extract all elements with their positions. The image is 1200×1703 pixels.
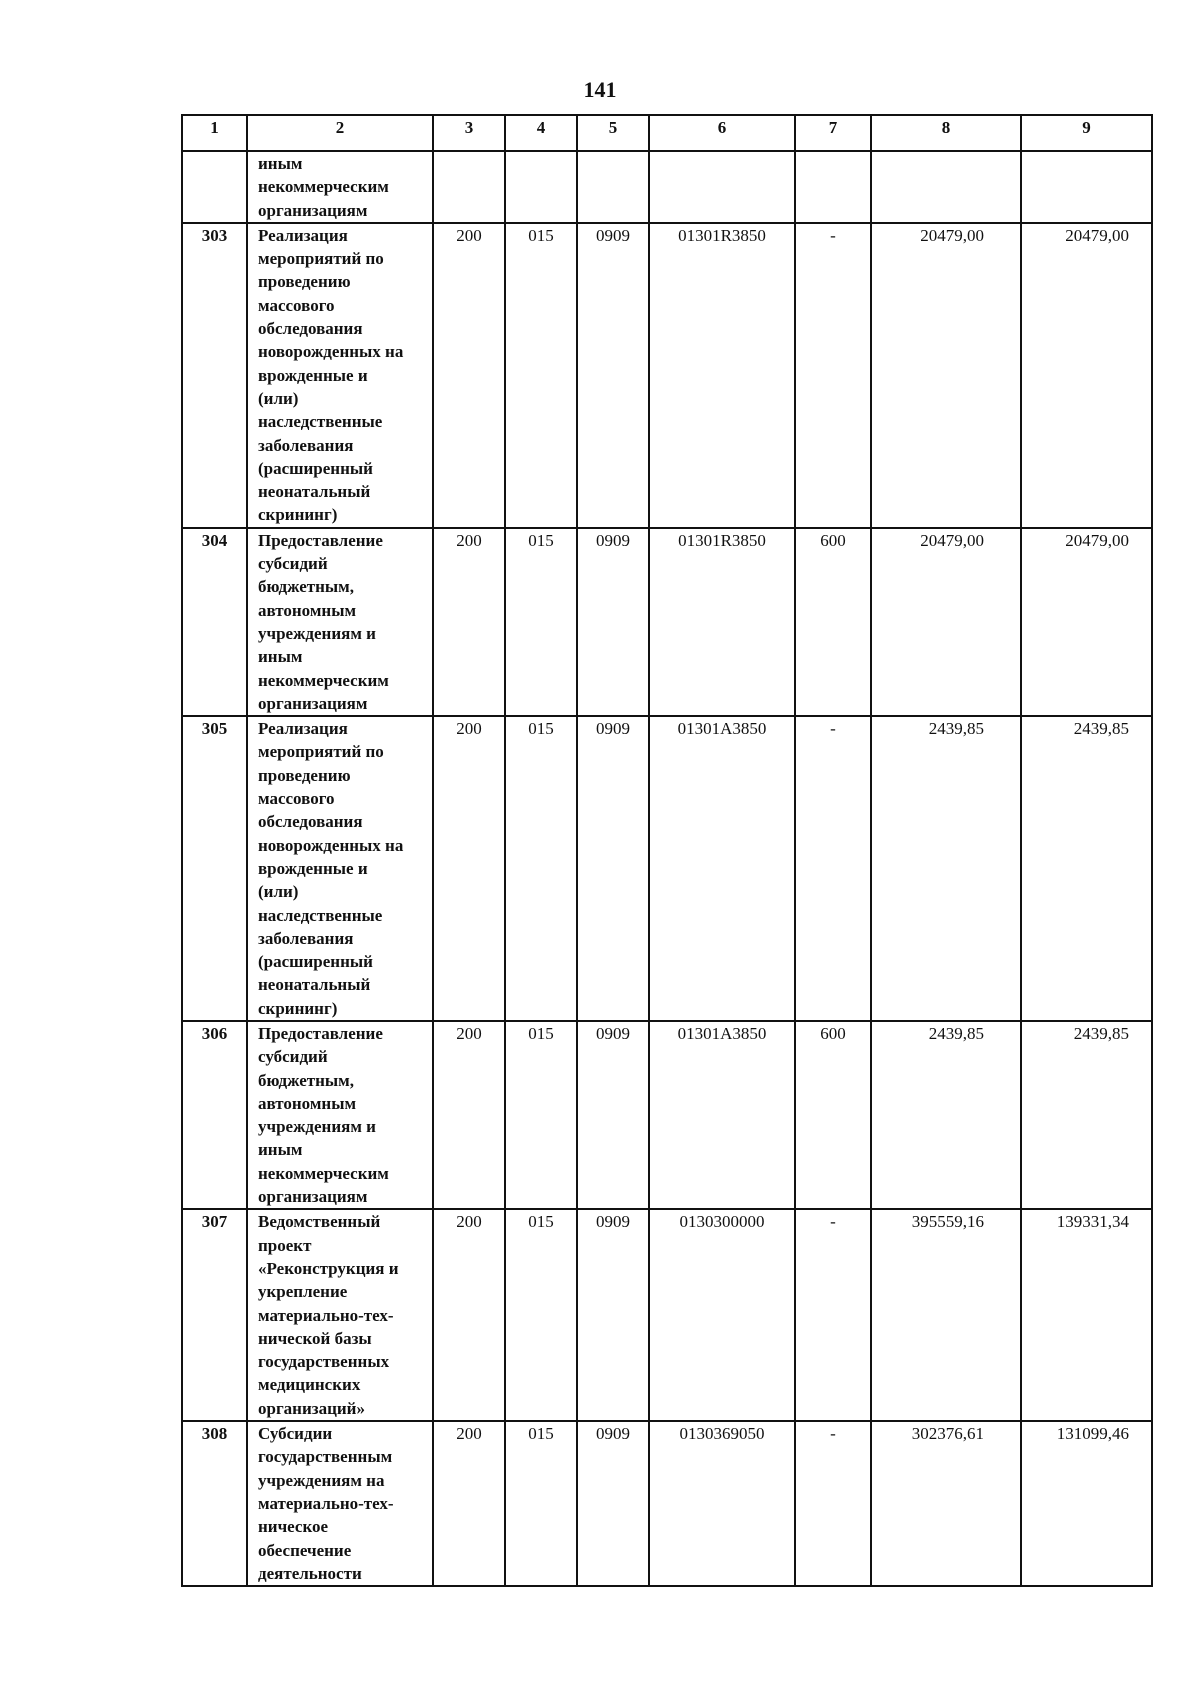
table-row xyxy=(182,1421,1152,1586)
cell-code-3: 200 xyxy=(433,716,505,1021)
cell-code-4: 015 xyxy=(505,1021,577,1209)
cell-code-3: 200 xyxy=(433,223,505,528)
cell-code-5: 0909 xyxy=(577,1021,649,1209)
cell-code-5: 0909 xyxy=(577,528,649,716)
cell-amount-8: 20479,00 xyxy=(871,223,1021,528)
cell-code-3: 200 xyxy=(433,528,505,716)
column-header-4: 4 xyxy=(505,115,577,151)
table-row xyxy=(182,716,1152,1021)
cell-code-4 xyxy=(505,151,577,223)
cell-row-number: 308 xyxy=(182,1421,247,1586)
cell-amount-8 xyxy=(871,151,1021,223)
column-header-5: 5 xyxy=(577,115,649,151)
cell-code-4: 015 xyxy=(505,1209,577,1421)
cell-amount-9: 131099,46 xyxy=(1021,1421,1152,1586)
cell-expense-type: - xyxy=(795,1421,871,1586)
column-header-7: 7 xyxy=(795,115,871,151)
table-row xyxy=(182,223,1152,528)
cell-item-name: Реализация мероприятий по проведению массового обследования новорожденных на врожденные и (или) наследственные заболевания (расширенный неонатальный скрининг) xyxy=(247,716,433,1021)
cell-row-number: 304 xyxy=(182,528,247,716)
table-row xyxy=(182,151,1152,223)
cell-target-code: 01301A3850 xyxy=(649,1021,795,1209)
cell-amount-9: 139331,34 xyxy=(1021,1209,1152,1421)
column-header-3: 3 xyxy=(433,115,505,151)
cell-amount-9: 20479,00 xyxy=(1021,223,1152,528)
header-row xyxy=(182,115,1152,151)
cell-code-5: 0909 xyxy=(577,1421,649,1586)
cell-row-number: 303 xyxy=(182,223,247,528)
cell-expense-type: - xyxy=(795,716,871,1021)
cell-target-code: 0130369050 xyxy=(649,1421,795,1586)
cell-expense-type: - xyxy=(795,223,871,528)
cell-amount-8: 395559,16 xyxy=(871,1209,1021,1421)
cell-item-name: иным некоммерческим организациям xyxy=(247,151,433,223)
cell-item-name: Предоставление субсидий бюджетным, автономным учреждениям и иным некоммерческим организациям xyxy=(247,1021,433,1209)
column-header-9: 9 xyxy=(1021,115,1152,151)
cell-code-4: 015 xyxy=(505,223,577,528)
cell-amount-8: 20479,00 xyxy=(871,528,1021,716)
cell-target-code xyxy=(649,151,795,223)
cell-amount-8: 2439,85 xyxy=(871,716,1021,1021)
cell-item-name: Ведомственный проект «Реконструкция и укрепление материально-тех- нической базы государственных медицинских организаций» xyxy=(247,1209,433,1421)
cell-target-code: 01301A3850 xyxy=(649,716,795,1021)
budget-table xyxy=(181,114,1153,1587)
column-header-6: 6 xyxy=(649,115,795,151)
cell-amount-8: 302376,61 xyxy=(871,1421,1021,1586)
cell-code-5: 0909 xyxy=(577,1209,649,1421)
cell-code-3: 200 xyxy=(433,1421,505,1586)
cell-amount-8: 2439,85 xyxy=(871,1021,1021,1209)
cell-code-4: 015 xyxy=(505,716,577,1021)
table-row xyxy=(182,528,1152,716)
column-header-1: 1 xyxy=(182,115,247,151)
cell-code-5 xyxy=(577,151,649,223)
cell-target-code: 01301R3850 xyxy=(649,223,795,528)
cell-row-number xyxy=(182,151,247,223)
cell-code-3: 200 xyxy=(433,1021,505,1209)
cell-expense-type: - xyxy=(795,1209,871,1421)
column-header-8: 8 xyxy=(871,115,1021,151)
cell-code-3: 200 xyxy=(433,1209,505,1421)
column-header-2: 2 xyxy=(247,115,433,151)
cell-target-code: 0130300000 xyxy=(649,1209,795,1421)
page-number: 141 xyxy=(583,77,617,102)
cell-row-number: 306 xyxy=(182,1021,247,1209)
table-row xyxy=(182,1021,1152,1209)
table-row xyxy=(182,1209,1152,1421)
cell-code-5: 0909 xyxy=(577,716,649,1021)
cell-item-name: Субсидии государственным учреждениям на материально-тех- ническое обеспечение деятельности xyxy=(247,1421,433,1586)
cell-code-4: 015 xyxy=(505,528,577,716)
cell-code-5: 0909 xyxy=(577,223,649,528)
cell-amount-9: 2439,85 xyxy=(1021,716,1152,1021)
cell-item-name: Реализация мероприятий по проведению массового обследования новорожденных на врожденные и (или) наследственные заболевания (расширенный неонатальный скрининг) xyxy=(247,223,433,528)
cell-row-number: 305 xyxy=(182,716,247,1021)
cell-amount-9: 2439,85 xyxy=(1021,1021,1152,1209)
cell-amount-9 xyxy=(1021,151,1152,223)
cell-item-name: Предоставление субсидий бюджетным, автономным учреждениям и иным некоммерческим организациям xyxy=(247,528,433,716)
cell-expense-type xyxy=(795,151,871,223)
cell-expense-type: 600 xyxy=(795,528,871,716)
cell-row-number: 307 xyxy=(182,1209,247,1421)
cell-code-4: 015 xyxy=(505,1421,577,1586)
cell-target-code: 01301R3850 xyxy=(649,528,795,716)
cell-code-3 xyxy=(433,151,505,223)
table-body xyxy=(182,151,1152,1586)
cell-amount-9: 20479,00 xyxy=(1021,528,1152,716)
cell-expense-type: 600 xyxy=(795,1021,871,1209)
